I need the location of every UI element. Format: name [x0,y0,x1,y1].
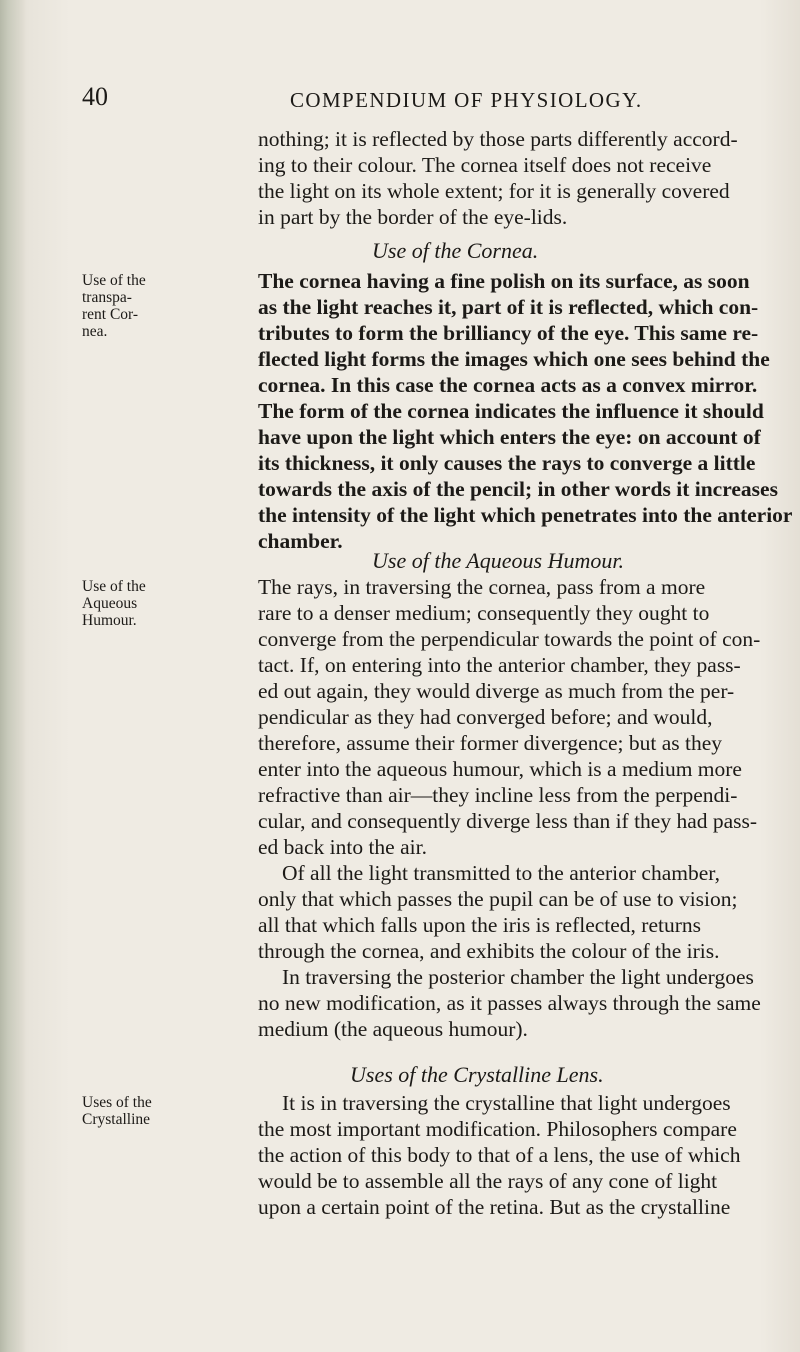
section-heading-aqueous-humour: Use of the Aqueous Humour. [372,548,624,573]
text-line: all that which falls upon the iris is reflected, returns [258,913,702,937]
text-line: Of all the light transmitted to the anterior chamber, [282,861,720,885]
text-line: The rays, in traversing the cornea, pass from a more [258,575,706,599]
text-line: converge from the perpendicular towards the point of con- [258,627,761,651]
text-line: tributes to form the brilliancy of the eye. This same re- [258,321,759,345]
section-heading-crystalline-lens: Uses of the Crystalline Lens. [350,1062,604,1087]
text-line: rare to a denser medium; consequently they ought to [258,601,710,625]
text-line: would be to assemble all the rays of any cone of light [258,1169,718,1193]
page-binding-edge [0,0,26,1352]
text-line: cular, and consequently diverge less than if they had pass- [258,809,758,833]
text-line: medium (the aqueous humour). [258,1017,528,1041]
margin-note-line: Uses of the [82,1094,152,1111]
text-line: only that which passes the pupil can be of use to vision; [258,887,738,911]
margin-note-line: Crystalline [82,1111,151,1128]
text-line: the light on its whole extent; for it is generally covered [258,179,730,203]
text-line: nothing; it is reflected by those parts differently accord- [258,127,738,151]
text-line: pendicular as they had converged before; and would, [258,705,713,729]
text-line: ed back into the air. [258,835,427,859]
text-line: enter into the aqueous humour, which is a medium more [258,757,742,781]
margin-note-cornea [82,272,146,340]
margin-note-crystalline-lens [82,1094,152,1128]
margin-note-line: Humour. [82,612,137,629]
text-line: have upon the light which enters the eye: on account of [258,425,761,449]
margin-note-line: Use of the [82,578,146,595]
text-line: as the light reaches it, part of it is reflected, which con- [258,295,759,319]
text-line: tact. If, on entering into the anterior chamber, they pass- [258,653,741,677]
text-line: upon a certain point of the retina. But as the crystalline [258,1195,731,1219]
page-number: 40 [82,82,108,111]
text-line: the action of this body to that of a lens, the use of which [258,1143,741,1167]
text-line: its thickness, it only causes the rays to converge a little [258,451,756,475]
running-title: COMPENDIUM OF PHYSIOLOGY. [290,88,643,112]
margin-note-aqueous-humour [82,578,146,629]
text-line: flected light forms the images which one sees behind the [258,347,770,371]
text-line: chamber. [258,529,343,553]
margin-note-line: transpa- [82,289,132,306]
text-line: no new modification, as it passes always through the same [258,991,761,1015]
text-line: In traversing the posterior chamber the light undergoes [282,965,754,989]
text-line: It is in traversing the crystalline that light undergoes [282,1091,731,1115]
text-line: cornea. In this case the cornea acts as a convex mirror. [258,373,758,397]
text-line: refractive than air—they incline less from the perpendi- [258,783,738,807]
text-line: ed out again, they would diverge as much from the per- [258,679,735,703]
text-line: in part by the border of the eye-lids. [258,205,568,229]
text-line: ing to their colour. The cornea itself does not receive [258,153,712,177]
text-line: towards the axis of the pencil; in other words it increases [258,477,778,501]
section-heading-cornea: Use of the Cornea. [372,238,539,263]
margin-note-line: Aqueous [82,595,138,612]
text-line: the intensity of the light which penetrates into the anterior [258,503,793,527]
text-line: The form of the cornea indicates the influence it should [258,399,764,423]
text-line: therefore, assume their former divergence; but as they [258,731,723,755]
margin-note-line: nea. [82,323,108,340]
margin-note-line: rent Cor- [82,306,139,323]
text-line: the most important modification. Philosophers compare [258,1117,737,1141]
margin-note-line: Use of the [82,272,146,289]
text-line: through the cornea, and exhibits the colour of the iris. [258,939,720,963]
text-line: The cornea having a fine polish on its surface, as soon [258,269,750,293]
